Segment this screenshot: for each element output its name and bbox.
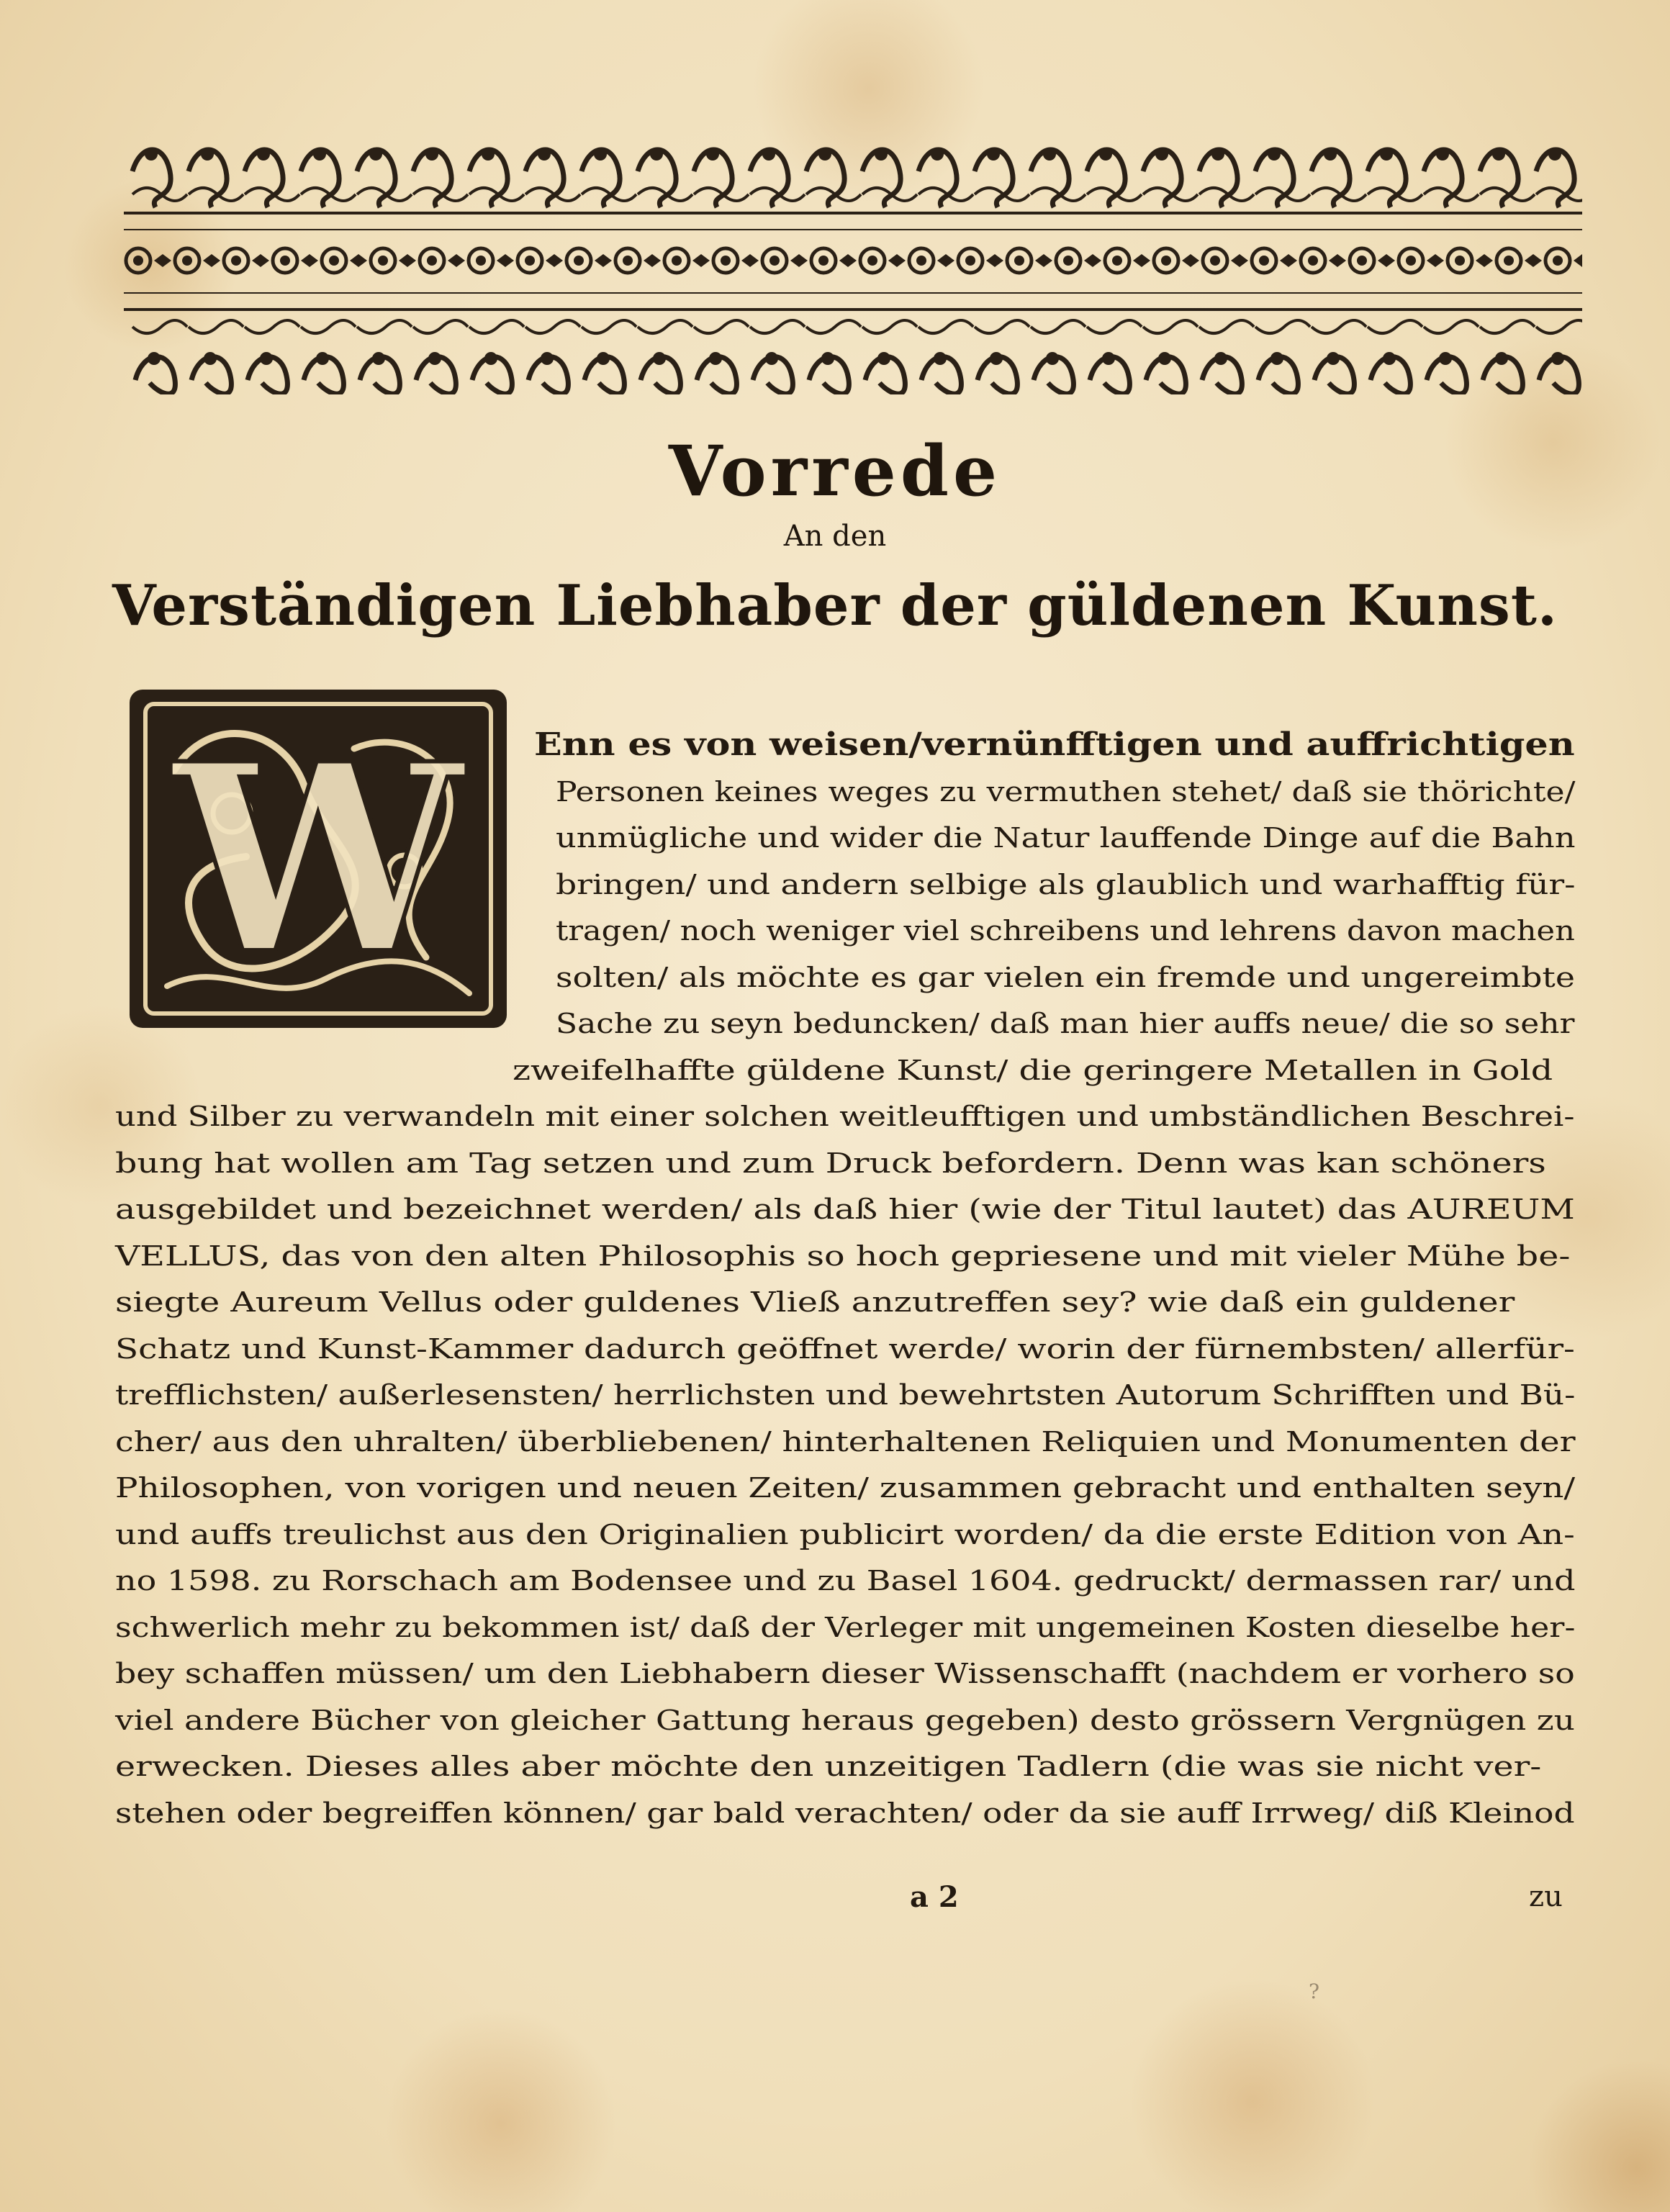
body-line: tragen/ noch weniger viel schreibens und lehrens davon machen	[556, 915, 1575, 947]
ornament-element	[482, 148, 495, 161]
ornament-element	[1087, 320, 1142, 333]
ornament-element	[1210, 256, 1220, 266]
ornament-element	[448, 254, 465, 267]
ornament-element	[990, 352, 1003, 365]
body-line: Sache zu seyn beduncken/ daß man hier auffs neue/ die so sehr	[556, 1008, 1575, 1039]
ornament-element	[1155, 148, 1168, 161]
body-line: schwerlich mehr zu bekommen ist/ daß der Verleger mit ungemeinen Kosten dieselbe her-	[115, 1611, 1576, 1643]
ornament-element	[709, 352, 722, 365]
ornament-element	[1436, 148, 1449, 161]
ornament-element	[350, 254, 367, 267]
ornament-element	[653, 352, 666, 365]
ornament-element	[329, 256, 339, 266]
ornament-element	[476, 256, 486, 266]
ornament-element	[1312, 320, 1366, 333]
page-title: Vorrede	[668, 430, 1002, 512]
ornament-element	[1046, 352, 1059, 365]
ornament-element	[597, 352, 610, 365]
ornament-element	[1199, 320, 1254, 333]
body-line: trefflichsten/ außerlesensten/ herrlichsten und bewehrtsten Autorum Schrifften und Bü-	[115, 1379, 1576, 1411]
body-line: Enn es von weisen/vernünfftigen und auffrichtigen	[534, 726, 1575, 763]
ornament-element	[694, 320, 749, 333]
ornament-element	[1259, 256, 1269, 266]
body-line: no 1598. zu Rorschach am Bodensee und zu Basel 1604. gedruckt/ dermassen rar/ und	[115, 1565, 1576, 1597]
ornament-element	[839, 254, 857, 267]
ornament-element	[1031, 320, 1086, 333]
ornament-element	[644, 254, 661, 267]
body-line: Schatz und Kunst-Kammer dadurch geöffnet werde/ worin der fürnembsten/ allerfür-	[115, 1332, 1575, 1365]
ornament-element	[124, 292, 1582, 294]
ornament-element	[1308, 256, 1318, 266]
ornament-element	[934, 352, 947, 365]
ornament-element	[148, 352, 161, 365]
ornament-element	[252, 254, 269, 267]
decorated-initial	[124, 684, 513, 1034]
ornament-element	[1158, 352, 1171, 365]
ornament-element	[875, 148, 888, 161]
ornament-element	[525, 320, 580, 333]
ornament-element	[1035, 254, 1052, 267]
body-line: solten/ als möchte es gar vielen ein fremde und ungereimbte	[556, 961, 1575, 993]
ornament-element	[918, 320, 973, 333]
ornament-element	[1455, 256, 1465, 266]
ornament-element	[1084, 254, 1101, 267]
ornament-element	[316, 352, 329, 365]
ornament-element	[1551, 352, 1564, 365]
ornament-element	[182, 256, 192, 266]
ornament-element	[538, 148, 551, 161]
body-line: VELLUS, das von den alten Philosophis so hoch gepriesene und mit vieler Mühe be-	[115, 1240, 1571, 1272]
ornament-element	[706, 148, 719, 161]
ornament-element	[245, 320, 299, 333]
body-line: viel andere Bücher von gleicher Gattung heraus gegeben) desto grössern Vergnügen zu	[115, 1704, 1575, 1736]
ornament-element	[257, 148, 270, 161]
ornament-element	[1268, 148, 1281, 161]
body-line: zweifelhaffte güldene Kunst/ die geringere Metallen in Gold	[513, 1054, 1553, 1086]
signature-mark: a 2	[910, 1880, 959, 1914]
ornament-element	[1492, 148, 1505, 161]
body-line: und Silber zu verwandeln mit einer solchen weitleufftigen und umbständlichen Beschrei-	[115, 1101, 1575, 1132]
body-line: bey schaffen müssen/ um den Liebhabern dieser Wissenschafft (nachdem er vorhero so	[115, 1658, 1575, 1689]
ornament-element	[1214, 352, 1227, 365]
ornament-element	[203, 254, 220, 267]
ornament-element	[574, 256, 584, 266]
ornament-element	[594, 148, 607, 161]
body-line: ausgebildet und bezeichnet werden/ als daß hier (wie der Titul lautet) das AUREUM	[115, 1193, 1575, 1225]
ornament-element	[806, 320, 861, 333]
ornament-element	[399, 254, 416, 267]
ornament-element	[1211, 148, 1224, 161]
ornament-element	[1476, 254, 1493, 267]
ornament-element	[301, 320, 356, 333]
ornament-element	[937, 254, 954, 267]
ornament-element	[1383, 352, 1396, 365]
ornament-element	[280, 256, 290, 266]
body-line: unmügliche und wider die Natur lauffende Dinge auf die Bahn	[556, 822, 1576, 854]
ornament-element	[201, 148, 214, 161]
ornament-element	[541, 352, 554, 365]
ornament-element	[369, 148, 382, 161]
ornament-element	[987, 148, 1000, 161]
stray-mark: ?	[1309, 1979, 1320, 2003]
ornament-element	[1504, 256, 1514, 266]
ornament-element	[1280, 254, 1297, 267]
ornament-element	[1182, 254, 1199, 267]
ornament-element	[1525, 254, 1542, 267]
ornament-element	[1495, 352, 1508, 365]
addressee-line: An den	[783, 520, 887, 553]
ornament-element	[497, 254, 514, 267]
ornament-element	[790, 254, 808, 267]
ornament-element	[1102, 352, 1115, 365]
ornament-element	[1270, 352, 1283, 365]
ornament-element	[1112, 256, 1122, 266]
ornament-element	[975, 320, 1029, 333]
ornament-element	[916, 256, 926, 266]
ornament-element	[1014, 256, 1024, 266]
ornament-element	[595, 254, 612, 267]
ornament-element	[124, 212, 1582, 215]
ornament-element	[145, 148, 158, 161]
ornament-element	[877, 352, 890, 365]
ornament-element	[867, 256, 877, 266]
ornament-element	[888, 254, 906, 267]
ornament-element	[1327, 352, 1340, 365]
ornament-element	[1324, 148, 1337, 161]
ornament-element	[1143, 320, 1198, 333]
ornament-element	[546, 254, 563, 267]
ornament-element	[1099, 148, 1112, 161]
ornament-element	[1063, 256, 1073, 266]
ornament-element	[427, 256, 437, 266]
ornament-element	[818, 148, 831, 161]
ornament-element	[638, 320, 692, 333]
body-line: Personen keines weges zu vermuthen stehet/ daß sie thörichte/	[556, 775, 1576, 808]
ornament-element	[623, 256, 633, 266]
ornament-element	[124, 229, 1582, 230]
ornament-element	[582, 320, 636, 333]
ornament-element	[301, 254, 318, 267]
ornamental-header-border	[124, 128, 1582, 394]
body-line: bringen/ und andern selbige als glaublich und warhafftig für-	[556, 868, 1576, 900]
ornament-element	[425, 148, 438, 161]
ornament-element	[1357, 256, 1367, 266]
ornament-element	[260, 352, 273, 365]
ornament-element	[1043, 148, 1056, 161]
ornament-element	[1255, 320, 1310, 333]
ornament-element	[741, 254, 759, 267]
ornament-element	[965, 256, 975, 266]
ornament-element	[692, 254, 710, 267]
catchword: zu	[1529, 1880, 1563, 1913]
ornament-element	[1574, 254, 1582, 267]
ornament-element	[821, 352, 834, 365]
ornament-element	[986, 254, 1003, 267]
ornament-element	[154, 254, 171, 267]
ornament-element	[750, 320, 805, 333]
ornament-element	[1553, 256, 1563, 266]
ornament-element	[484, 352, 497, 365]
body-line: cher/ aus den uhralten/ überbliebenen/ hinterhaltenen Reliquien und Monumenten der	[115, 1425, 1576, 1458]
ornament-element	[1380, 148, 1393, 161]
ornament-element	[931, 148, 944, 161]
ornament-element	[765, 352, 778, 365]
ornament-element	[132, 320, 187, 333]
ornament-element	[1161, 256, 1171, 266]
ornament-element	[1439, 352, 1452, 365]
ornament-element	[372, 352, 385, 365]
ornament-element	[357, 320, 412, 333]
ornament-element	[1536, 320, 1582, 333]
ornament-element	[1378, 254, 1395, 267]
ornament-element	[818, 256, 829, 266]
ornament-element	[769, 256, 780, 266]
ornament-element	[413, 320, 468, 333]
body-line: Philosophen, von vorigen und neuen Zeiten/ zusammen gebracht und enthalten seyn/	[115, 1472, 1576, 1504]
ornament-element	[525, 256, 535, 266]
ornament-element	[1368, 320, 1422, 333]
ornament-element	[378, 256, 388, 266]
ornament-element	[204, 352, 217, 365]
body-line: stehen oder begreiffen können/ gar bald verachten/ oder da sie auff Irrweg/ diß Kleinod	[115, 1797, 1575, 1829]
ornament-element	[672, 256, 682, 266]
ornament-element	[124, 308, 1582, 311]
drop-cap-letter: W	[172, 707, 464, 1011]
ornament-element	[1133, 254, 1150, 267]
body-line: und auffs treulichst aus den Originalien publicirt worden/ da die erste Edition von An-	[115, 1518, 1575, 1550]
ornament-element	[1424, 320, 1479, 333]
ornament-element	[862, 320, 917, 333]
ornament-element	[650, 148, 663, 161]
ornament-element	[313, 148, 326, 161]
body-line: erwecken. Dieses alles aber möchte den unzeitigen Tadlern (die was sie nicht ver-	[115, 1751, 1542, 1782]
ornament-element	[189, 320, 243, 333]
ornament-element	[231, 256, 241, 266]
body-line: siegte Aureum Vellus oder guldenes Vließ anzutreffen sey? wie daß ein guldener	[115, 1286, 1515, 1318]
ornament-element	[1548, 148, 1561, 161]
ornament-element	[1427, 254, 1444, 267]
ornament-element	[1480, 320, 1535, 333]
ornament-element	[428, 352, 441, 365]
ornament-element	[721, 256, 731, 266]
ornament-element	[469, 320, 524, 333]
ornament-element	[1231, 254, 1248, 267]
ornament-element	[762, 148, 775, 161]
ornament-element	[133, 256, 143, 266]
ornament-element	[1329, 254, 1346, 267]
page-subtitle: Verständigen Liebhaber der güldenen Kunst.	[112, 573, 1558, 638]
body-line: bung hat wollen am Tag setzen und zum Druck befordern. Denn was kan schöners	[115, 1147, 1546, 1179]
ornament-element	[1406, 256, 1416, 266]
